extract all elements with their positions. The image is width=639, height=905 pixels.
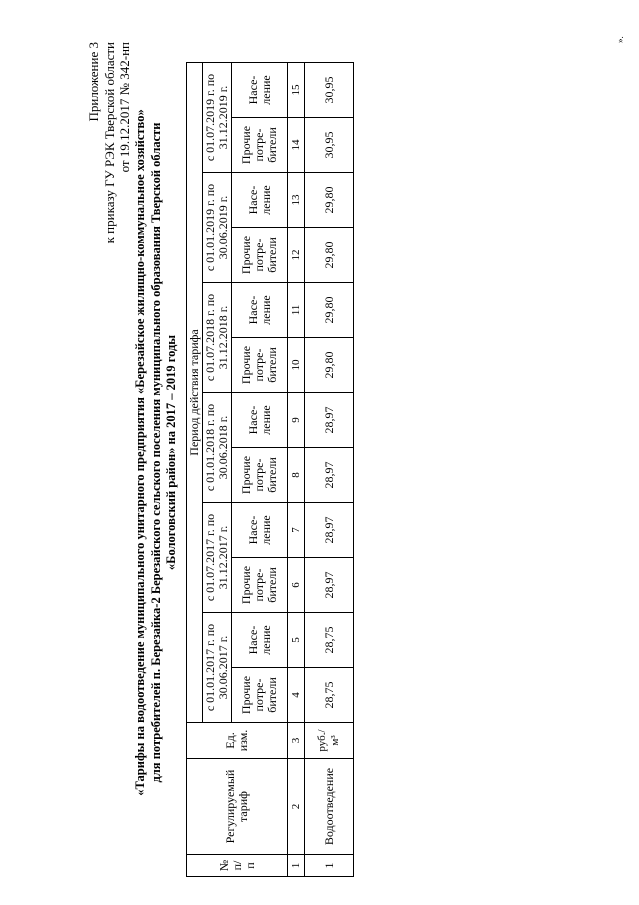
index-cell: 11 bbox=[288, 283, 305, 338]
value-cell: 29,80 bbox=[305, 173, 354, 228]
index-cell: 8 bbox=[288, 448, 305, 503]
sub-other: Прочие потре- бители bbox=[232, 668, 288, 723]
index-cell: 7 bbox=[288, 503, 305, 558]
index-cell: 1 bbox=[288, 855, 305, 877]
period-2: с 01.07.2017 г. по 31.12.2017 г. bbox=[203, 503, 232, 613]
document-title bbox=[133, 50, 180, 855]
period-5: с 01.01.2019 г. по 30.06.2019 г. bbox=[203, 173, 232, 283]
index-cell: 3 bbox=[288, 723, 305, 759]
index-cell: 6 bbox=[288, 558, 305, 613]
tariff-table bbox=[186, 62, 354, 877]
sub-other: Прочие потре- бители bbox=[232, 558, 288, 613]
appendix-line-2: к приказу ГУ РЭК Тверской области bbox=[101, 42, 117, 244]
sub-other: Прочие потре- бители bbox=[232, 338, 288, 393]
sub-population: Насе- ление bbox=[232, 173, 288, 228]
header-no: № п/ п bbox=[187, 855, 288, 877]
appendix-line-3: от 19.12.2017 № 342-нп bbox=[117, 42, 132, 173]
table-row bbox=[305, 62, 354, 876]
value-cell: 29,80 bbox=[305, 338, 354, 393]
row-unit: руб./м³ bbox=[305, 723, 354, 759]
sub-population: Насе- ление bbox=[232, 393, 288, 448]
period-4: с 01.07.2018 г. по 31.12.2018 г. bbox=[203, 283, 232, 393]
index-cell: 5 bbox=[288, 613, 305, 668]
index-cell: 9 bbox=[288, 393, 305, 448]
row-no: 1 bbox=[305, 855, 354, 877]
title-line-3: «Бологовский район» на 2017 – 2019 годы bbox=[164, 334, 178, 571]
index-cell: 12 bbox=[288, 228, 305, 283]
header-tariff: Регулируемый тариф bbox=[187, 759, 288, 855]
period-1: с 01.01.2017 г. по 30.06.2017 г. bbox=[203, 613, 232, 723]
index-cell: 15 bbox=[288, 62, 305, 117]
value-cell: 28,75 bbox=[305, 613, 354, 668]
value-cell: 28,97 bbox=[305, 503, 354, 558]
sub-population: Насе- ление bbox=[232, 62, 288, 117]
value-cell: 29,80 bbox=[305, 283, 354, 338]
sub-population: Насе- ление bbox=[232, 613, 288, 668]
value-cell: 30,95 bbox=[305, 118, 354, 173]
index-cell: 13 bbox=[288, 173, 305, 228]
closing-quote: ». bbox=[615, 36, 625, 43]
period-6: с 01.07.2019 г. по 31.12.2019 г. bbox=[203, 62, 232, 172]
index-cell: 10 bbox=[288, 338, 305, 393]
period-3: с 01.01.2018 г. по 30.06.2018 г. bbox=[203, 393, 232, 503]
index-cell: 2 bbox=[288, 759, 305, 855]
column-index-row bbox=[288, 62, 305, 876]
header-unit: Ед. изм. bbox=[187, 723, 288, 759]
sub-other: Прочие потре- бители bbox=[232, 228, 288, 283]
value-cell: 28,97 bbox=[305, 448, 354, 503]
header-row-period bbox=[187, 62, 203, 876]
sub-other: Прочие потре- бители bbox=[232, 448, 288, 503]
header-period: Период действия тарифа bbox=[187, 62, 203, 722]
value-cell: 29,80 bbox=[305, 228, 354, 283]
row-tariff: Водоотведение bbox=[305, 759, 354, 855]
value-cell: 30,95 bbox=[305, 62, 354, 117]
appendix-block bbox=[86, 42, 133, 243]
sub-population: Насе- ление bbox=[232, 503, 288, 558]
value-cell: 28,97 bbox=[305, 393, 354, 448]
index-cell: 14 bbox=[288, 118, 305, 173]
sub-population: Насе- ление bbox=[232, 283, 288, 338]
appendix-line-1: Приложение 3 bbox=[86, 42, 101, 122]
value-cell: 28,75 bbox=[305, 668, 354, 723]
value-cell: 28,97 bbox=[305, 558, 354, 613]
sub-other: Прочие потре- бители bbox=[232, 118, 288, 173]
title-line-1: «Тарифы на водоотведение муниципального унитарного предприятия «Березайское жилищно-коммунальное хозяйство» bbox=[133, 109, 147, 796]
title-line-2: для потребителей п. Березайка-2 Березайского сельского поселения муниципального образования Тверской области bbox=[148, 122, 163, 783]
index-cell: 4 bbox=[288, 668, 305, 723]
